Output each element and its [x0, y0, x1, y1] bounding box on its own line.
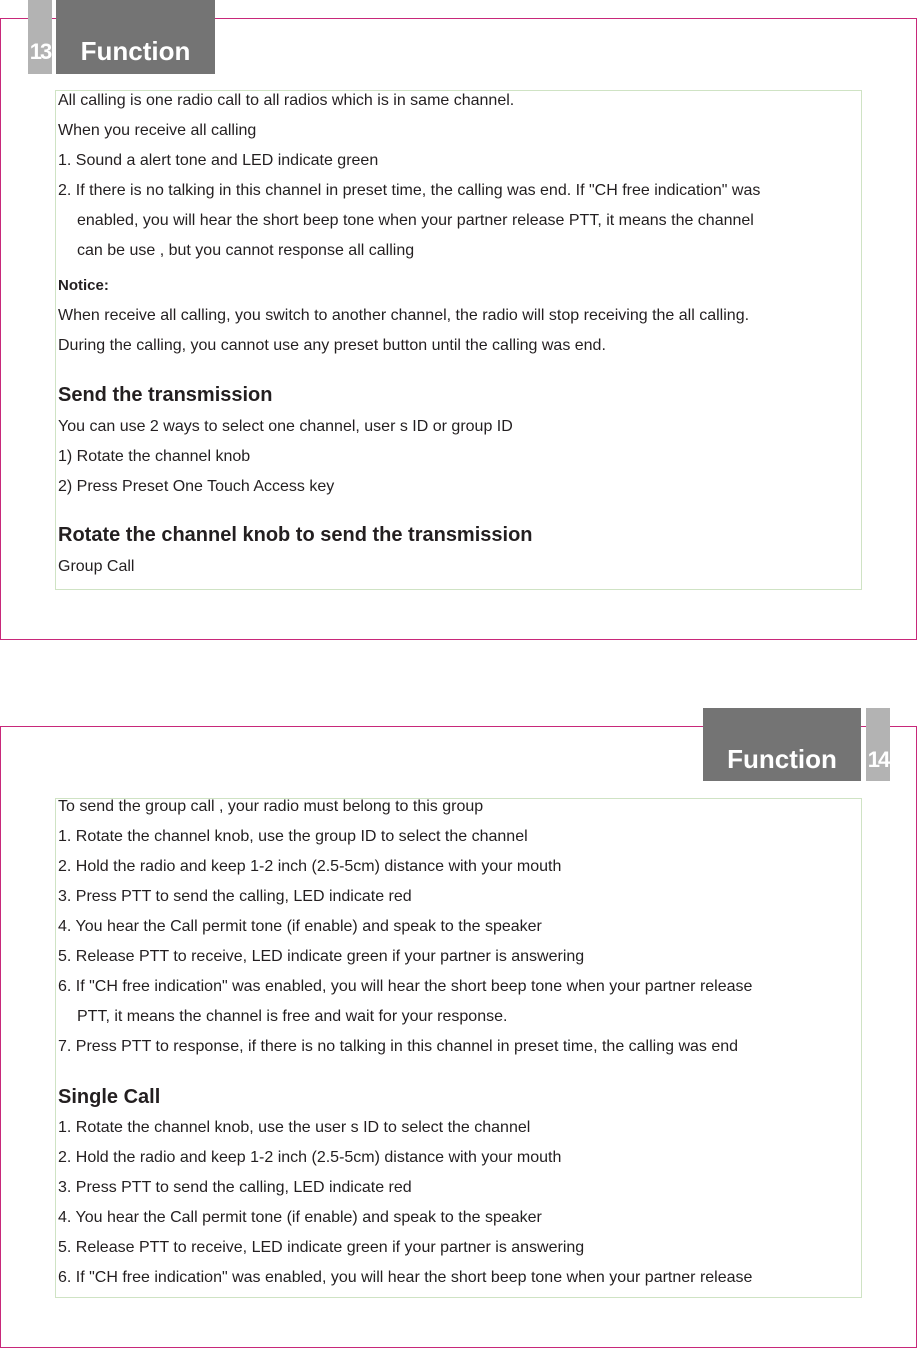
heading-single-call: Single Call [58, 1086, 161, 1108]
text-line: 6. If "CH free indication" was enabled, you will hear the short beep tone when your partner release [58, 978, 753, 995]
text-line: 2) Press Preset One Touch Access key [58, 478, 335, 495]
text-line: 4. You hear the Call permit tone (if enable) and speak to the speaker [58, 1209, 542, 1226]
text-line: 4. You hear the Call permit tone (if enable) and speak to the speaker [58, 918, 542, 935]
text-line: 7. Press PTT to response, if there is no talking in this channel in preset time, the calling was end [58, 1038, 739, 1055]
text-line: When you receive all calling [58, 122, 257, 139]
page-13-content [55, 90, 862, 590]
text-line: 2. If there is no talking in this channel in preset time, the calling was end. If "CH free indication" was [58, 182, 761, 199]
text-line: 1) Rotate the channel knob [58, 448, 251, 465]
page-number-13: 13 [28, 0, 52, 74]
notice-line: When receive all calling, you switch to another channel, the radio will stop receiving the all calling. [58, 307, 750, 324]
text-line: 5. Release PTT to receive, LED indicate green if your partner is answering [58, 948, 585, 965]
section-title-tab-14: Function [703, 708, 861, 781]
text-line: All calling is one radio call to all radios which is in same channel. [58, 92, 515, 109]
text-line: enabled, you will hear the short beep tone when your partner release PTT, it means the channel [77, 212, 754, 229]
heading-rotate-knob: Rotate the channel knob to send the transmission [58, 524, 533, 546]
notice-label: Notice: [58, 277, 109, 294]
text-line: 3. Press PTT to send the calling, LED indicate red [58, 1179, 412, 1196]
text-line: 1. Rotate the channel knob, use the group ID to select the channel [58, 828, 528, 845]
text-line: You can use 2 ways to select one channel, user s ID or group ID [58, 418, 513, 435]
text-line: 1. Rotate the channel knob, use the user s ID to select the channel [58, 1119, 531, 1136]
text-line: 6. If "CH free indication" was enabled, you will hear the short beep tone when your partner release [58, 1269, 753, 1286]
text-line: 2. Hold the radio and keep 1-2 inch (2.5-5cm) distance with your mouth [58, 858, 562, 875]
text-line: can be use , but you cannot response all calling [77, 242, 415, 259]
text-line: Group Call [58, 558, 135, 575]
section-title-tab-13: Function [56, 0, 215, 74]
text-line: 3. Press PTT to send the calling, LED indicate red [58, 888, 412, 905]
text-line: 5. Release PTT to receive, LED indicate green if your partner is answering [58, 1239, 585, 1256]
heading-send-transmission: Send the transmission [58, 384, 273, 406]
text-line: PTT, it means the channel is free and wait for your response. [77, 1008, 508, 1025]
notice-line: During the calling, you cannot use any preset button until the calling was end. [58, 337, 606, 354]
page-14-content [55, 798, 862, 1298]
page-number-14: 14 [866, 708, 890, 781]
text-line: To send the group call , your radio must belong to this group [58, 798, 484, 815]
text-line: 1. Sound a alert tone and LED indicate green [58, 152, 379, 169]
text-line: 2. Hold the radio and keep 1-2 inch (2.5-5cm) distance with your mouth [58, 1149, 562, 1166]
